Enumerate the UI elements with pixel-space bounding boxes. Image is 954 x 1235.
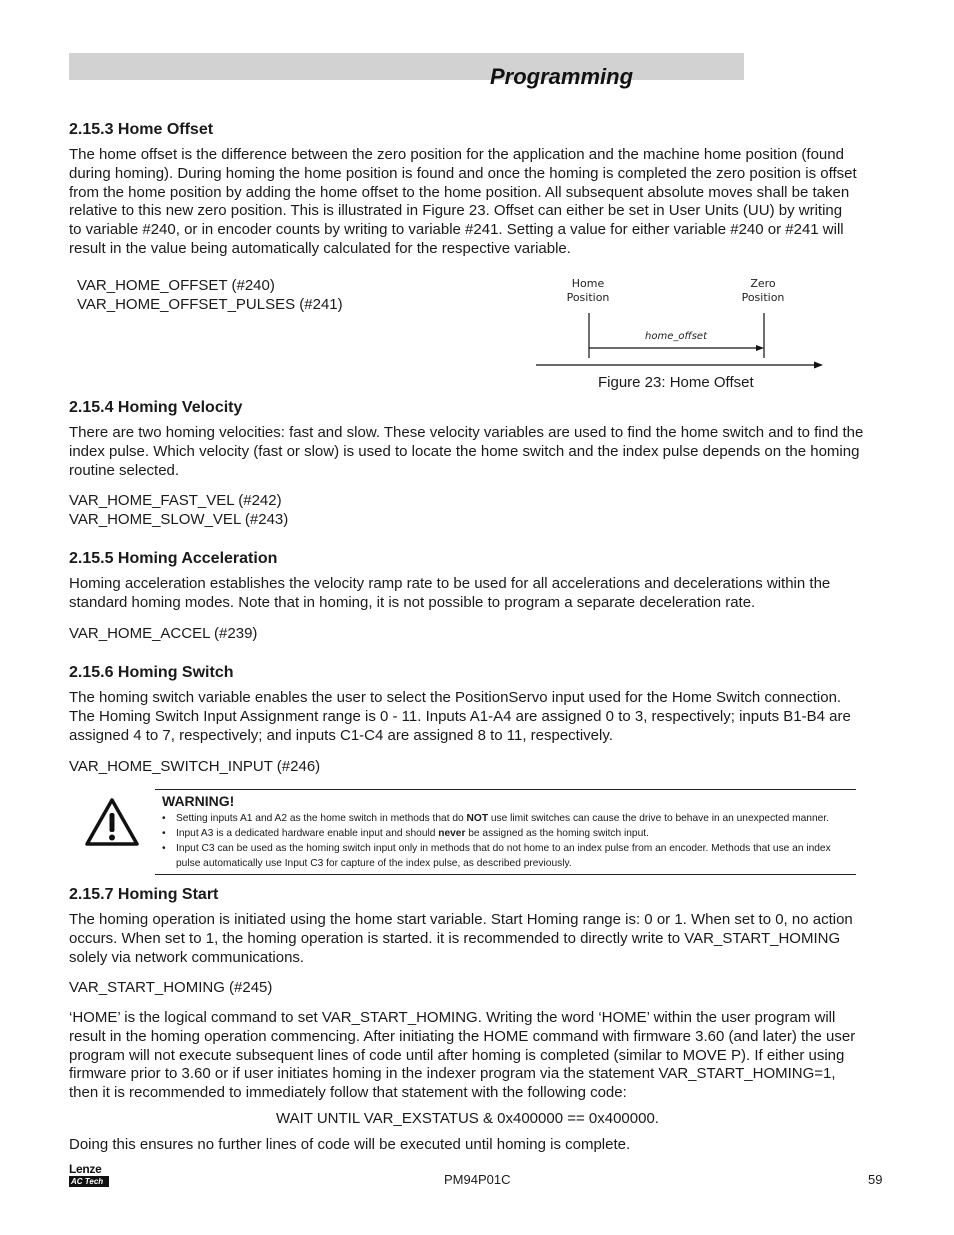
position-axis-arrow-head [814,362,823,369]
homing-start-variables: VAR_START_HOMING (#245) [69,979,273,996]
zero-position-label: Zero Position [741,277,785,304]
homing-acceleration-paragraph: Homing acceleration establishes the velocity ramp rate to be used for all accelerations and decelerations within the standard homing modes. Note that in homing, it is not possible to program a separate deceleration rate. [69,575,831,611]
homing-velocity-variables: VAR_HOME_FAST_VEL (#242) VAR_HOME_SLOW_VEL (#243) [69,492,289,528]
page-number: 59 [868,1172,883,1187]
section-heading-homing-switch: 2.15.6 Homing Switch [69,664,234,681]
section-heading-homing-velocity: 2.15.4 Homing Velocity [69,399,243,416]
homing-switch-variables: VAR_HOME_SWITCH_INPUT (#246) [69,758,321,775]
homing-switch-paragraph: The homing switch variable enables the user to select the PositionServo input used for the Home Switch connection. The Homing Switch Input Assignment range is 0 - 11. Inputs A1-A4 are assigned 0 to 3, respectively; inputs B1-B4 are assigned 4 to 7, respectively; and inputs C1-C4 are assigned 8 to 11, respectively. [69,689,851,744]
home-offset-paragraph: The home offset is the difference between the zero position for the application and the machine home position (found during homing). During homing the home position is found and once the homing is completed the zero position is offset from the home position by adding the home offset to the home position. All subsequent absolute moves shall be taken relative to this new zero position. This is illustrated in Figure 23. Offset can either be set in User Units (UU) by writing to variable #240, or in encoder counts by writing to variable #241. Setting a value for either variable #240 or #241 will result in the value being automatically calculated for the respective variable. [69,146,857,257]
homing-acceleration-variables: VAR_HOME_ACCEL (#239) [69,625,258,642]
home-offset-variables: VAR_HOME_OFFSET (#240) VAR_HOME_OFFSET_PULSES (#241) [77,277,343,313]
warning-item: • Input A3 is a dedicated hardware enable input and should never be assigned as the homing switch input. [162,828,649,839]
warning-item: • Setting inputs A1 and A2 as the home switch in methods that do NOT use limit switches can cause the drive to behave in an unexpected manner. [162,813,829,824]
section-heading-homing-start: 2.15.7 Homing Start [69,886,219,903]
section-heading-home-offset: 2.15.3 Home Offset [69,121,214,138]
header-bar [69,53,744,80]
figure-caption: Figure 23: Home Offset [598,374,754,391]
section-heading-homing-acceleration: 2.15.5 Homing Acceleration [69,550,278,567]
warning-triangle-icon [84,796,140,848]
page-title: Programming [490,64,634,89]
warning-bottom-rule [155,874,856,875]
lenze-logo: Lenze AC Tech [69,1162,109,1190]
homing-start-paragraph: The homing operation is initiated using the home start variable. Start Homing range is: 0 or 1. When set to 0, no action occurs. When set to 1, the homing operation is started. it is recommended to directly write to VAR_START_HOMING solely via network communications. [69,911,853,966]
wait-until-code: WAIT UNTIL VAR_EXSTATUS & 0x400000 == 0x400000. [276,1110,659,1127]
home-command-paragraph: ‘HOME’ is the logical command to set VAR_START_HOMING. Writing the word ‘HOME’ within the user program will result in the homing operation commencing. After initiating the HOME command with firmware 3.60 (and later) the user program will not execute subsequent lines of code until after homing is completed (similar to MOVE P). If either using firmware prior to 3.60 or if user initiates homing in the indexer program via the statement VAR_START_HOMING=1, then it is recommended to immediately follow that statement with the following code: [69,1009,856,1102]
home-position-label: Home Position [566,277,610,304]
offset-arrow-head [756,345,764,351]
document-code: PM94P01C [444,1172,511,1187]
warning-item: • Input C3 can be used as the homing switch input only in methods that do not home to an index pulse from an encoder. Methods that use an index pulse automatically use Input C3 for capture of the index pulse, as described previously. [162,843,831,869]
warning-title: WARNING! [162,793,235,809]
home-offset-label: home_offset [645,331,707,342]
warning-list [162,811,852,871]
warning-top-rule [155,789,856,790]
home-offset-diagram [530,305,830,375]
closing-paragraph: Doing this ensures no further lines of code will be executed until homing is complete. [69,1136,631,1153]
homing-velocity-paragraph: There are two homing velocities: fast and slow. These velocity variables are used to find the home switch and to find the index pulse. Which velocity (fast or slow) is used to locate the home switch and the index pulse depends on the homing routine selected. [69,424,864,479]
